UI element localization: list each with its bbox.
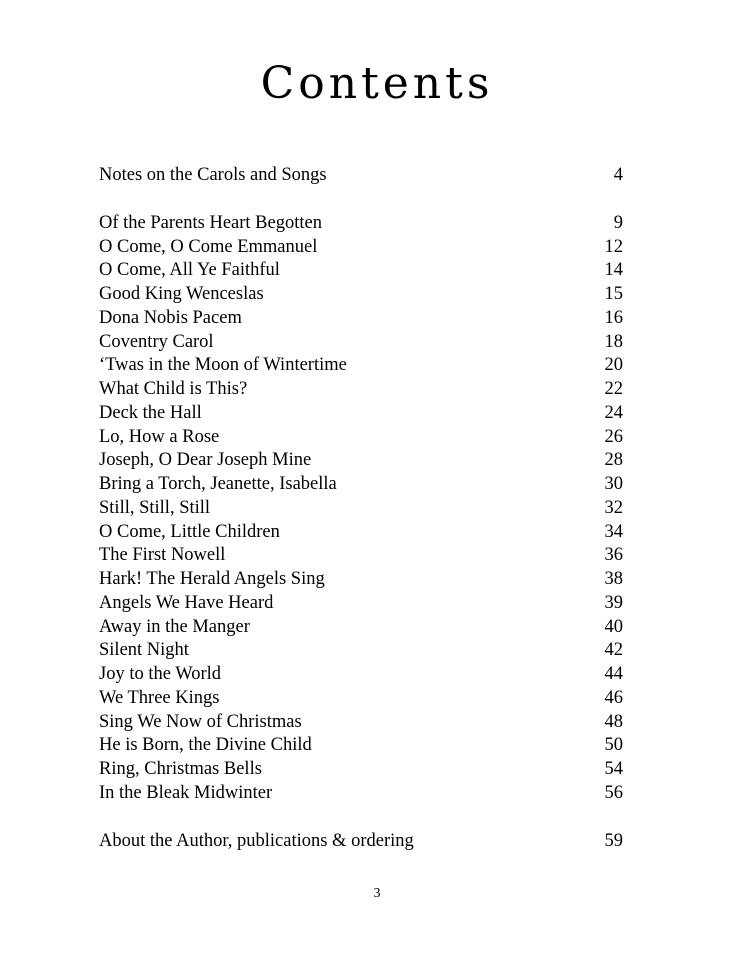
toc-entry-title: Coventry Carol: [99, 331, 214, 352]
toc-entry-page-number: 44: [604, 664, 623, 684]
toc-entry-page-number: 54: [604, 759, 623, 779]
toc-entry: [99, 378, 629, 402]
toc-entry-page-number: 42: [604, 640, 623, 661]
toc-entry-page-number: 59: [604, 830, 623, 851]
toc-entry: [99, 402, 629, 426]
toc-entry: [99, 164, 629, 188]
toc-entry-title: Sing We Now of Christmas: [99, 711, 302, 732]
toc-entry: [99, 711, 629, 735]
toc-entry-page-number: 12: [604, 236, 623, 257]
toc-entry-title: Silent Night: [99, 640, 189, 661]
toc-entry-title: O Come, All Ye Faithful: [99, 260, 280, 281]
page-number: 3: [373, 886, 381, 901]
toc-entry-page-number: 34: [604, 521, 623, 542]
toc-entry-title: O Come, O Come Emmanuel: [99, 236, 318, 257]
toc-entry-title: Of the Parents Heart Begotten: [99, 212, 322, 233]
toc-entry-page-number: 56: [604, 782, 623, 803]
toc-entry: [99, 639, 629, 663]
toc-entry-title: Dona Nobis Pacem: [99, 307, 242, 328]
toc-entry-page-number: 46: [604, 687, 623, 708]
toc-entry: [99, 782, 629, 806]
toc-entry: [99, 830, 629, 854]
toc-entry-page-number: 50: [604, 735, 623, 756]
toc-entry: [99, 616, 629, 640]
toc-entry: [99, 568, 629, 592]
toc-entry: [99, 426, 629, 450]
toc-entry-page-number: 30: [604, 474, 623, 494]
toc-entry-page-number: 20: [604, 355, 623, 376]
toc-entry-page-number: 40: [604, 616, 623, 637]
toc-entry-page-number: 48: [604, 711, 623, 732]
toc-entry: [99, 521, 629, 545]
toc-entry-title: Hark! The Herald Angels Sing: [99, 569, 325, 589]
toc-entry-title: About the Author, publications & ordering: [99, 830, 414, 851]
toc-entry-title: We Three Kings: [99, 687, 220, 708]
toc-entry-title: Lo, How a Rose: [99, 426, 220, 447]
page-title: Contents: [260, 58, 494, 109]
toc-entry: [99, 212, 629, 236]
toc-entry-page-number: 28: [604, 450, 623, 471]
toc-entry-title: The First Nowell: [99, 545, 226, 566]
toc-entry: [99, 259, 629, 283]
toc-entry: [99, 331, 629, 355]
toc-entry-page-number: 16: [604, 307, 623, 328]
toc-entry-page-number: 24: [604, 402, 623, 423]
toc-entry-page-number: 4: [613, 165, 623, 185]
toc-entry-title: Still, Still, Still: [99, 497, 211, 518]
toc-entry-page-number: 22: [604, 379, 623, 399]
toc-entry-title: Joseph, O Dear Joseph Mine: [99, 450, 312, 471]
toc-entry-title: O Come, Little Children: [99, 521, 280, 542]
toc-entry: [99, 734, 629, 758]
toc-entry-page-number: 26: [604, 426, 623, 447]
toc-entry-page-number: 9: [613, 212, 623, 233]
toc-entry-title: Away in the Manger: [99, 616, 250, 637]
toc-entry-title: Joy to the World: [99, 664, 222, 684]
toc-entry: [99, 497, 629, 521]
toc-entry-title: ‘Twas in the Moon of Wintertime: [99, 355, 347, 376]
toc-entry-title: Notes on the Carols and Songs: [99, 165, 327, 185]
toc-entry-title: Good King Wenceslas: [99, 284, 264, 304]
toc-entry-title: He is Born, the Divine Child: [99, 735, 312, 756]
toc-entry-page-number: 15: [604, 284, 623, 304]
toc-entry: [99, 663, 629, 687]
toc-entry: [99, 544, 629, 568]
toc-entry-page-number: 14: [604, 260, 623, 281]
toc-entry-title: Bring a Torch, Jeanette, Isabella: [99, 474, 337, 494]
toc-entry: [99, 307, 629, 331]
toc-entry-page-number: 32: [604, 497, 623, 518]
toc-entry: [99, 473, 629, 497]
toc-entry-title: What Child is This?: [99, 379, 248, 399]
toc-entry-page-number: 18: [604, 331, 623, 352]
toc-entry-title: Ring, Christmas Bells: [99, 759, 262, 779]
toc-entry-page-number: 38: [604, 569, 623, 589]
toc-entry-title: Angels We Have Heard: [99, 592, 274, 613]
toc-entry: [99, 449, 629, 473]
toc-entry-title: In the Bleak Midwinter: [99, 782, 273, 803]
toc-entry: [99, 354, 629, 378]
toc-entry-page-number: 36: [604, 545, 623, 566]
toc-entry: [99, 592, 629, 616]
toc-entry-page-number: 39: [604, 592, 623, 613]
toc-entry: [99, 687, 629, 711]
table-of-contents: [99, 164, 629, 853]
toc-entry-title: Deck the Hall: [99, 402, 202, 423]
toc-entry: [99, 758, 629, 782]
toc-entry: [99, 236, 629, 260]
toc-entry: [99, 283, 629, 307]
